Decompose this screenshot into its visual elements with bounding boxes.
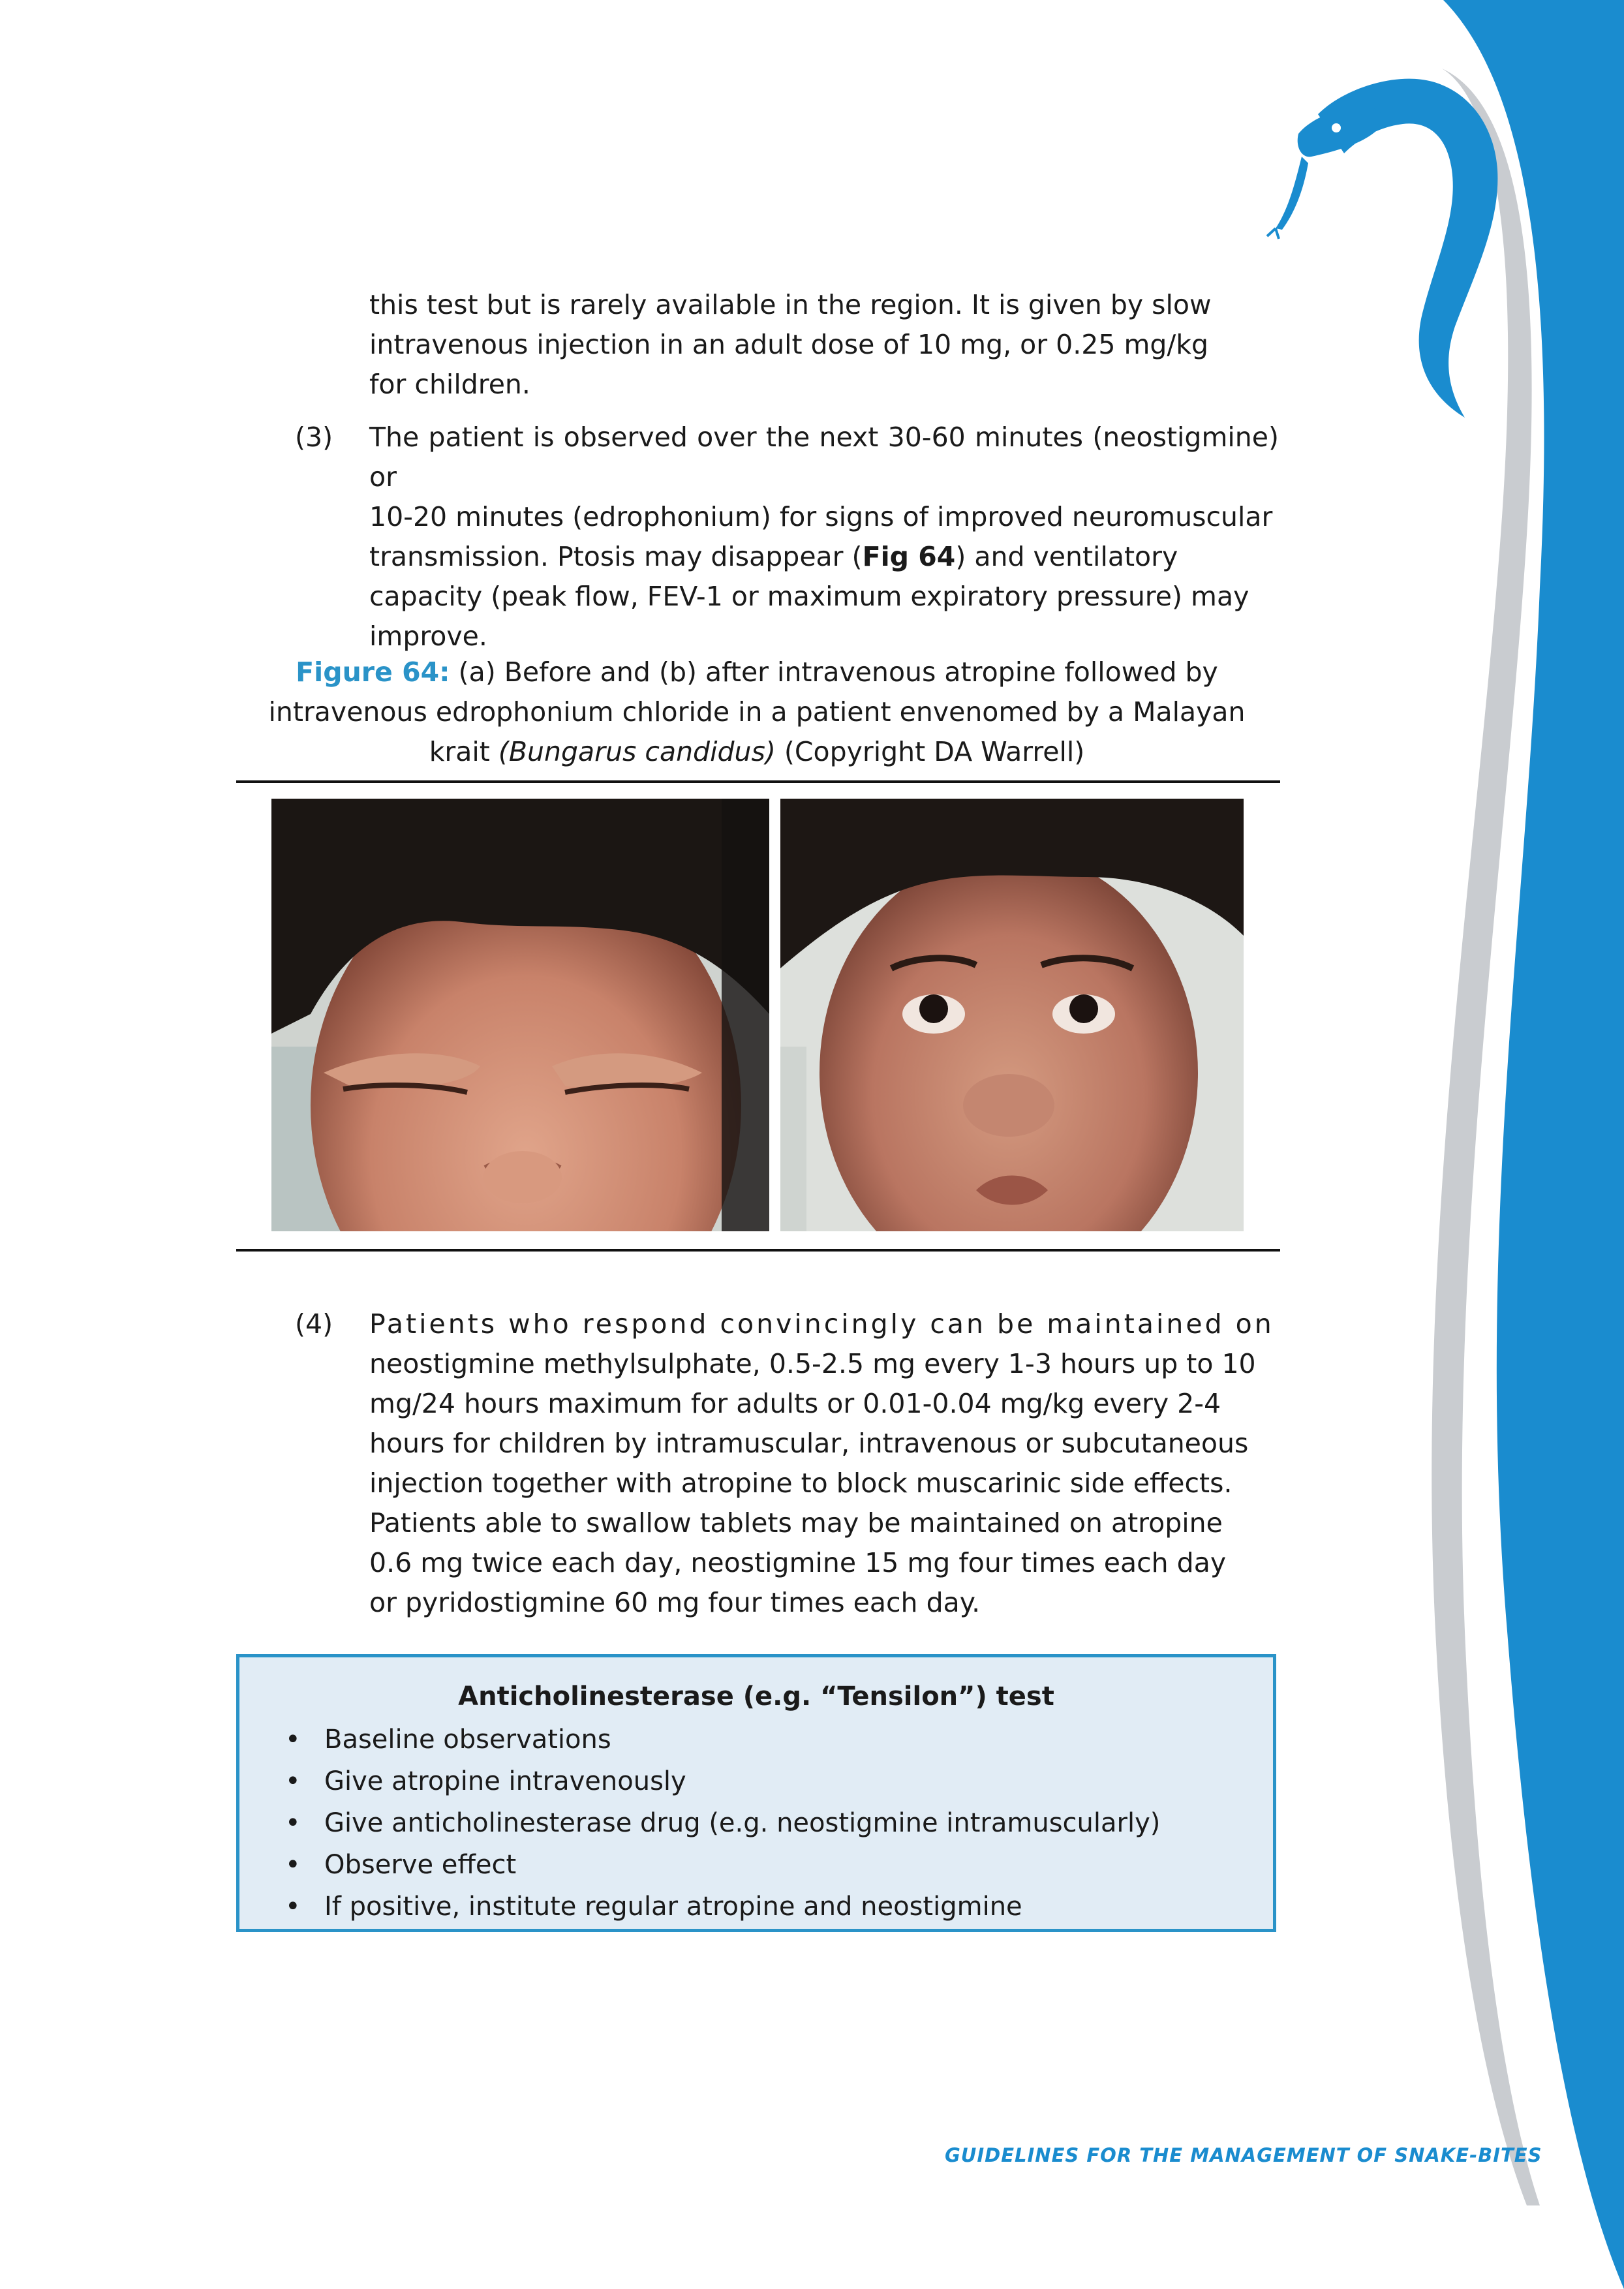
text-line: The patient is observed over the next 30-60 minutes (neostigmine) or: [369, 422, 1279, 493]
caption-line: intravenous edrophonium chloride in a patient envenomed by a Malayan: [268, 696, 1246, 728]
photo-after-treatment: [780, 799, 1244, 1231]
text-line: intravenous injection in an adult dose of 10 mg, or 0.25 mg/kg: [369, 329, 1209, 360]
figure-top-rule: [236, 780, 1280, 783]
text-segment: transmission. Ptosis may disappear (: [369, 541, 863, 572]
item-4-text: [369, 1304, 1279, 1623]
caption-text: krait: [429, 736, 498, 767]
figure-caption: [235, 653, 1279, 772]
figure-reference: Fig 64: [862, 541, 956, 572]
caption-text: (Copyright DA Warrell): [775, 736, 1085, 767]
summary-item: • If positive, institute regular atropine and neostigmine: [285, 1886, 1160, 1928]
cobra-logo-icon: [1267, 79, 1497, 418]
text-line: Patients who respond convincingly can be maintained on: [369, 1308, 1274, 1340]
summary-item: • Observe effect: [285, 1844, 1160, 1886]
caption-line: [235, 732, 1279, 772]
caption-text: (a) Before and (b) after intravenous atropine followed by: [458, 656, 1218, 688]
summary-list: [285, 1719, 1160, 1928]
summary-item: • Give anticholinesterase drug (e.g. neostigmine intramuscularly): [285, 1802, 1160, 1844]
text-segment: ) and ventilatory: [955, 541, 1178, 572]
text-line: injection together with atropine to block muscarinic side effects.: [369, 1467, 1233, 1499]
species-name: (Bungarus candidus): [498, 736, 776, 767]
text-line: improve.: [369, 621, 487, 652]
continuation-paragraph: [369, 285, 1279, 405]
text-line: Patients able to swallow tablets may be maintained on atropine: [369, 1507, 1223, 1539]
text-line: for children.: [369, 369, 530, 400]
text-line: [369, 537, 1279, 577]
caption-line: [235, 653, 1279, 692]
summary-box: [236, 1654, 1276, 1932]
text-line: 0.6 mg twice each day, neostigmine 15 mg four times each day: [369, 1547, 1227, 1578]
item-3-number: (3): [295, 422, 333, 453]
text-line: or pyridostigmine 60 mg four times each day.: [369, 1587, 981, 1618]
text-line: neostigmine methylsulphate, 0.5-2.5 mg every 1-3 hours up to 10: [369, 1348, 1256, 1379]
summary-item: • Baseline observations: [285, 1719, 1160, 1760]
item-4-number: (4): [295, 1308, 333, 1340]
summary-item: • Give atropine intravenously: [285, 1760, 1160, 1802]
figure-label: Figure 64:: [296, 656, 450, 688]
text-line: capacity (peak flow, FEV-1 or maximum expiratory pressure) may: [369, 581, 1249, 612]
text-line: mg/24 hours maximum for adults or 0.01-0.04 mg/kg every 2-4: [369, 1388, 1221, 1419]
figure-bottom-rule: [236, 1249, 1280, 1252]
text-line: hours for children by intramuscular, intravenous or subcutaneous: [369, 1428, 1249, 1459]
item-3-text: [369, 418, 1279, 656]
text-line: this test but is rarely available in the region. It is given by slow: [369, 289, 1212, 320]
running-footer: GUIDELINES FOR THE MANAGEMENT OF SNAKE-BITES: [945, 2144, 1542, 2166]
photo-before-treatment: [271, 799, 769, 1231]
text-line: 10-20 minutes (edrophonium) for signs of improved neuromuscular: [369, 501, 1273, 532]
summary-title: Anticholinesterase (e.g. “Tensilon”) test: [458, 1682, 1054, 1712]
